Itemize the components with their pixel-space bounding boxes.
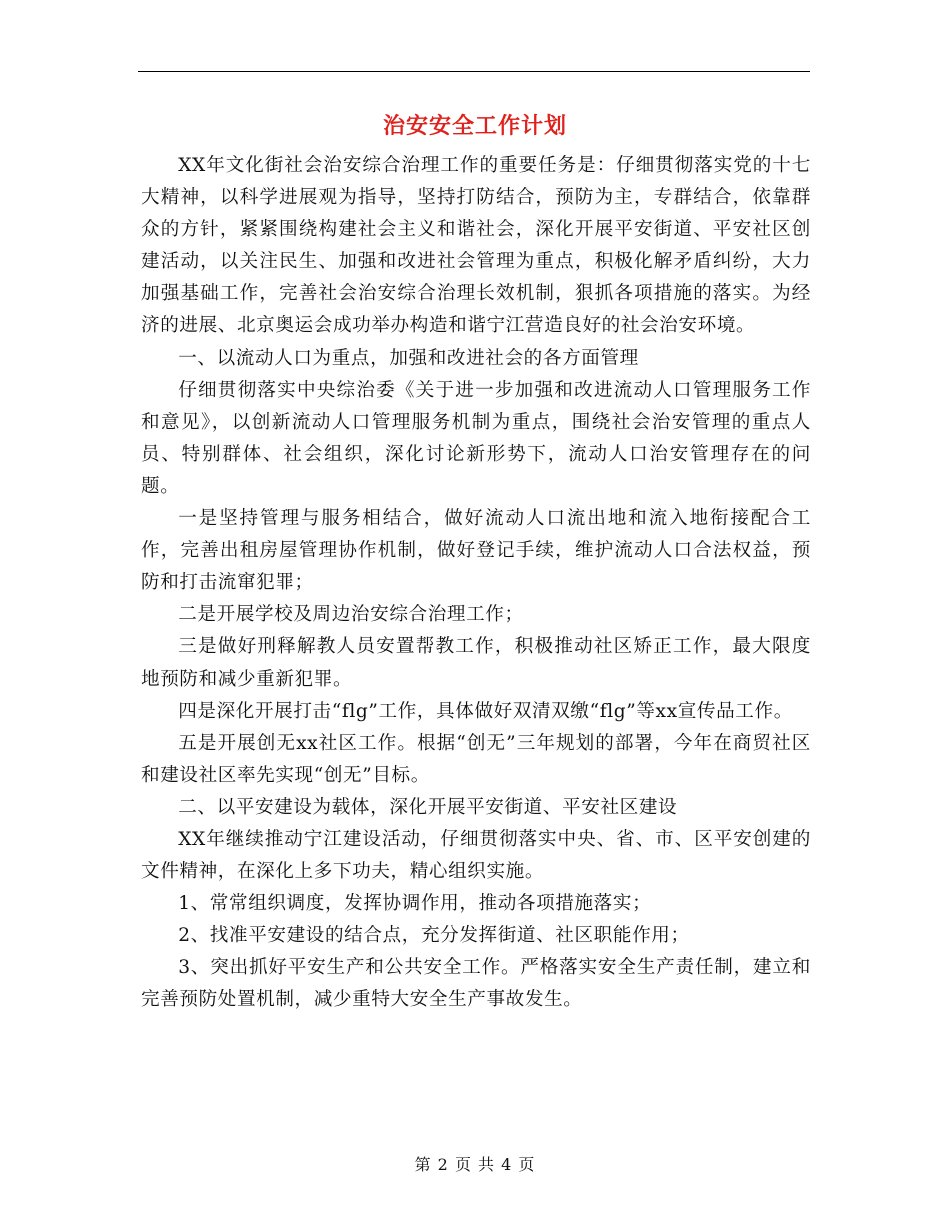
body-paragraph: 仔细贯彻落实中央综治委《关于进一步加强和改进流动人口管理服务工作和意见》，以创新流动人口管理服务机制为重点，围绕社会治安管理的重点人员、特别群体、社会组织，深化讨论新形势下，流动人口治安管理存在的问题。 (141, 379, 811, 497)
page-suffix: 页 (518, 1155, 536, 1174)
list-item: 3、突出抓好平安生产和公共安全工作。严格落实安全生产责任制，建立和完善预防处置机制，减少重特大安全生产事故发生。 (141, 957, 811, 1011)
body-paragraph: XX年继续推动宁江建设活动，仔细贯彻落实中央、省、市、区平安创建的文件精神，在深化上多下功夫，精心组织实施。 (141, 828, 811, 883)
list-item: 2、找准平安建设的结合点，充分发挥街道、社区职能作用； (178, 925, 690, 947)
total-page-count: 4 (501, 1155, 513, 1174)
list-item: 二是开展学校及周边治安综合治理工作； (178, 604, 524, 626)
page-middle: 页 共 (454, 1155, 496, 1174)
document-body (141, 150, 811, 1017)
list-item: 四是深化开展打击“flg”工作，具体做好双清双缴“flg”等xx宣传品工作。 (178, 700, 793, 722)
document-title: 治安安全工作计划 (382, 113, 567, 139)
page-prefix: 第 (414, 1155, 432, 1174)
list-item: 一是坚持管理与服务相结合，做好流动人口流出地和流入地衔接配合工作，完善出租房屋管理协作机制，做好登记手续，维护流动人口合法权益，预防和打击流窜犯罪； (141, 508, 811, 594)
section-heading-2: 二、以平安建设为载体，深化开展平安街道、平安社区建设 (178, 796, 678, 818)
list-item: 三是做好刑释解教人员安置帮教工作，积极推动社区矫正工作，最大限度地预防和减少重新犯罪。 (141, 636, 811, 690)
section-heading-1: 一、以流动人口为重点，加强和改进社会的各方面管理 (178, 347, 639, 369)
header-rule (138, 71, 810, 72)
page-footer (0, 1153, 950, 1177)
list-item: 1、常常组织调度，发挥协调作用，推动各项措施落实； (178, 893, 652, 915)
intro-paragraph: XX年文化街社会治安综合治理工作的重要任务是：仔细贯彻落实党的十七大精神，以科学进展观为指导，坚持打防结合，预防为主，专群结合，依靠群众的方针，紧紧围绕构建社会主义和谐社会，深化开展平安街道、平安社区创建活动，以关注民生、加强和改进社会管理为重点，积极化解矛盾纠纷，大力加强基础工作，完善社会治安综合治理长效机制，狠抓各项措施的落实。为经济的进展、北京奥运会成功举办构造和谐宁江营造良好的社会治安环境。 (141, 155, 811, 337)
list-item: 五是开展创无xx社区工作。根据“创无”三年规划的部署，今年在商贸社区和建设社区率先实现“创无”目标。 (141, 732, 811, 786)
current-page-number: 2 (437, 1155, 449, 1174)
